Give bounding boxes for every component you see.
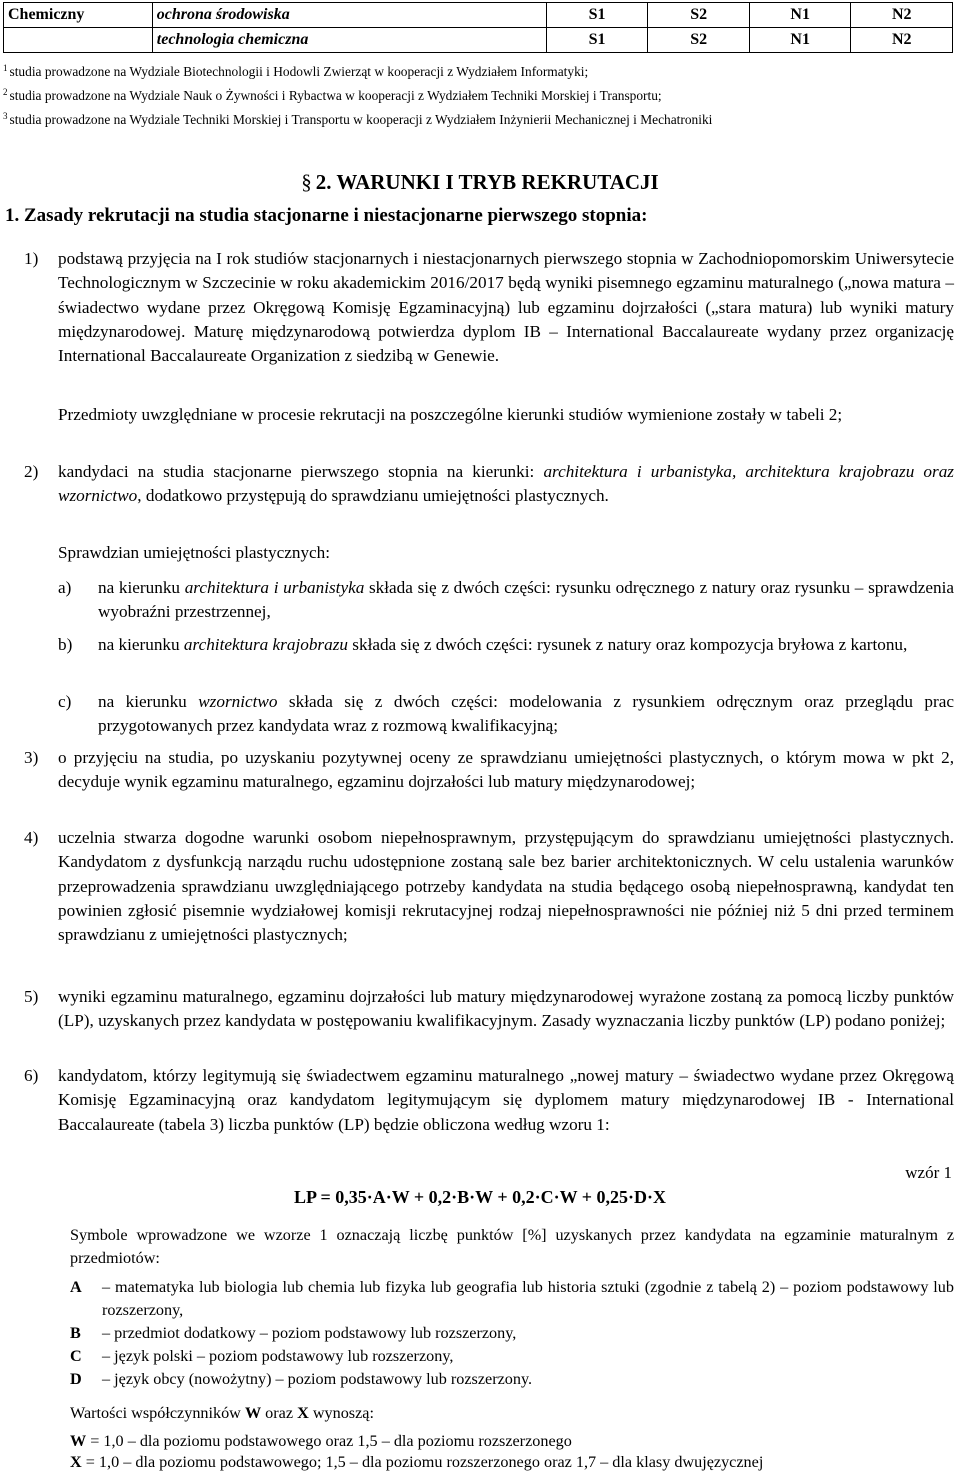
- item-number: 3): [24, 748, 39, 767]
- footnotes: [3, 58, 712, 130]
- symbol-item: [70, 1345, 954, 1368]
- list-item: [24, 746, 954, 795]
- item-letter: a): [58, 578, 72, 597]
- coef-symbol: X: [70, 1453, 82, 1471]
- item-number: 5): [24, 987, 39, 1006]
- coef-symbol: X: [297, 1404, 309, 1422]
- list-item: [58, 633, 954, 657]
- item-text: wyniki egzaminu maturalnego, egzaminu dojrzałości lub matury międzynarodowej wyrażone zostaną za pomocą liczby punktów (LP), uzyskanych przez kandydata w postępowaniu kwalifikacyjnym. Zasady wyznaczania liczby punktów (LP) podano poniżej;: [58, 987, 954, 1031]
- paragraph: [58, 403, 954, 427]
- symbol-text: – język obcy (nowożytny) – poziom podstawowy lub rozszerzony.: [102, 1370, 533, 1388]
- program-table: [3, 2, 953, 53]
- list-item: [24, 826, 954, 947]
- coef-text: = 1,0 – dla poziomu podstawowego oraz 1,5 – dla poziomu rozszerzonego: [86, 1432, 572, 1450]
- faculty-cell-empty: [4, 28, 153, 53]
- table-row: [4, 3, 953, 28]
- item-letter: c): [58, 692, 72, 711]
- symbol-item: [70, 1322, 954, 1345]
- item-text: podstawą przyjęcia na I rok studiów stacjonarnych i niestacjonarnych pierwszego stopnia w Zachodniopomorskim Uniwersytecie Technologicznym w Szczecinie w roku akademickim 2016/2017 będą wyniki pisemnego egzaminu maturalnego („nowa matura – świadectwo wydane przez Okręgową Komisję Egzaminacyjną) lub egzaminu dojrzałości („stara matura) lub wyniki matury międzynarodowej. Maturę międzynarodową potwierdza dyplom IB – International Baccalaureate wydany przez organizację International Baccalaureate Organization z siedzibą w Genewie.: [58, 249, 954, 366]
- item-text: kandydatom, którzy legitymują się świadectwem egzaminu maturalnego „nowej matury – świadectwo wydane przez Okręgową Komisję Egzaminacyjną oraz kandydatom legitymującym się dyplomem matury międzynarodowej IB - International Baccalaureate (tabela 3) liczba punktów (LP) będzie obliczona według wzoru 1:: [58, 1066, 954, 1134]
- symbol-text: – matematyka lub biologia lub chemia lub fizyka lub geografia lub historia sztuki (zgodnie z tabelą 2) – poziom podstawowy lub rozszerzony,: [102, 1278, 954, 1319]
- program-name: technologia chemiczna: [152, 28, 546, 53]
- footnote-text: studia prowadzone na Wydziale Nauk o Żywności i Rybactwa w kooperacji z Wydziałem Techniki Morskiej i Transportu;: [9, 88, 662, 103]
- text-span: Wartości współczynników: [70, 1404, 245, 1422]
- symbol-letter: D: [70, 1370, 82, 1388]
- symbol-letter: A: [70, 1278, 82, 1296]
- degree-cell: S2: [648, 3, 750, 28]
- italic-span: wzornictwo: [198, 692, 278, 711]
- symbol-letter: B: [70, 1324, 81, 1342]
- text-span: składa się z dwóch części: modelowania z rysunkiem odręcznym oraz przeglądu prac przygotowanych przez kandydata wraz z rozmową kwalifikacyjną;: [98, 692, 954, 736]
- item-text: o przyjęciu na studia, po uzyskaniu pozytywnej oceny ze sprawdzianu umiejętności plastycznych, o którym mowa w pkt 2, decyduje wynik egzaminu maturalnego, egzaminu dojrzałości lub matury międzynarodowej;: [58, 748, 954, 792]
- footnote: [3, 82, 712, 106]
- item-text: [98, 633, 954, 657]
- degree-cell: N2: [851, 3, 953, 28]
- symbol-text: – język polski – poziom podstawowy lub rozszerzony,: [102, 1347, 454, 1365]
- symbol-letter: C: [70, 1347, 82, 1365]
- item-text: uczelnia stwarza dogodne warunki osobom niepełnosprawnym, przystępującym do sprawdzianu umiejętności plastycznych. Kandydatom z dysfunkcją narządu ruchu udostępnione zostaną sale bez barier architektonicznych. W celu ustalenia warunków przeprowadzenia sprawdzianu uwzględniającego potrzeby kandydata na studia będącego osobą niepełnosprawną, kandydat ten powinien zgłosić pisemnie wydziałowej komisji rekrutacyjnej rodzaj niepełnosprawności nie później niż 5 dni przed terminem sprawdzianu z umiejętności plastycznych;: [58, 828, 954, 945]
- coef-symbol: W: [244, 1404, 262, 1422]
- text-span: kandydaci na studia stacjonarne pierwszego stopnia na kierunki:: [58, 462, 544, 481]
- paragraph-text: Przedmioty uwzględniane w procesie rekrutacji na poszczególne kierunki studiów wymienione zostały w tabeli 2;: [58, 405, 843, 424]
- footnote: [3, 58, 712, 82]
- list-item: [24, 460, 954, 509]
- program-name: ochrona środowiska: [152, 3, 546, 28]
- item-letter: b): [58, 635, 73, 654]
- text-span: składa się z dwóch części: rysunku odręcznego z natury oraz rysunku – sprawdzenia wyobraźni przestrzennej,: [98, 578, 954, 622]
- text-span: na kierunku: [98, 578, 185, 597]
- italic-span: architektura krajobrazu: [183, 635, 348, 654]
- item-number: 6): [24, 1066, 39, 1085]
- text-span: oraz: [261, 1404, 298, 1422]
- list-item: [58, 576, 954, 625]
- text-span: na kierunku: [98, 635, 184, 654]
- list-item: [24, 247, 954, 368]
- item-number: 4): [24, 828, 39, 847]
- symbols-intro: Symbole wprowadzone we wzorze 1 oznaczają liczbę punktów [%] uzyskanych przez kandydata na egzaminie maturalnym z przedmiotów:: [70, 1226, 954, 1267]
- paragraph-text: Sprawdzian umiejętności plastycznych:: [58, 543, 331, 562]
- degree-cell: N2: [851, 28, 953, 53]
- coef-text: = 1,0 – dla poziomu podstawowego; 1,5 – dla poziomu rozszerzonego oraz 1,7 – dla klasy dwujęzycznej: [81, 1453, 764, 1471]
- degree-cell: S1: [546, 3, 648, 28]
- subheading: 1. Zasady rekrutacji na studia stacjonarne i niestacjonarne pierwszego stopnia:: [5, 205, 648, 226]
- text-span: , dodatkowo przystępują do sprawdzianu umiejętności plastycznych.: [137, 486, 609, 506]
- list-item: [24, 985, 954, 1034]
- footnote: [3, 106, 712, 130]
- footnote-mark: 3: [3, 111, 8, 121]
- degree-cell: S1: [546, 28, 648, 53]
- list-item: [24, 1064, 954, 1137]
- symbol-item: [70, 1368, 954, 1391]
- text-span: składa się z dwóch części: rysunek z natury oraz kompozycja bryłowa z kartonu,: [347, 635, 908, 654]
- text-span: na kierunku: [98, 692, 199, 711]
- coef-item: [70, 1430, 954, 1453]
- symbol-item: [70, 1276, 954, 1322]
- item-text: [98, 690, 954, 739]
- text-span: wynoszą:: [308, 1404, 374, 1422]
- footnote-text: studia prowadzone na Wydziale Techniki Morskiej i Transportu w kooperacji z Wydziałem Inżynierii Mechanicznej i Mechatroniki: [9, 112, 713, 127]
- section-mark: §: [301, 170, 312, 194]
- item-number: 1): [24, 249, 39, 268]
- coef-intro: [70, 1402, 954, 1425]
- degree-cell: N1: [749, 3, 851, 28]
- symbol-text: – przedmiot dodatkowy – poziom podstawowy lub rozszerzony,: [102, 1324, 517, 1342]
- formula-label: wzór 1: [905, 1163, 952, 1182]
- coef-symbol: W: [70, 1432, 87, 1450]
- degree-cell: N1: [749, 28, 851, 53]
- table-row: [4, 28, 953, 53]
- paragraph: [58, 541, 954, 565]
- list-item: [58, 690, 954, 739]
- item-text: [58, 460, 954, 509]
- italic-span: architektura i urbanistyka: [184, 578, 365, 597]
- section-title: 2. WARUNKI I TRYB REKRUTACJI: [315, 170, 659, 194]
- formula: LP = 0,35·A·W + 0,2·B·W + 0,2·C·W + 0,25·D·X: [293, 1187, 667, 1207]
- faculty-cell: Chemiczny: [4, 3, 153, 28]
- degree-cell: S2: [648, 28, 750, 53]
- section-heading: [0, 170, 960, 195]
- footnote-text: studia prowadzone na Wydziale Biotechnologii i Hodowli Zwierząt w kooperacji z Wydziałem Informatyki;: [9, 64, 589, 79]
- item-text: [98, 576, 954, 625]
- item-number: 2): [24, 462, 39, 481]
- footnote-mark: 2: [3, 87, 8, 97]
- coef-item: [70, 1451, 954, 1474]
- footnote-mark: 1: [3, 63, 8, 73]
- italic-span: architektura i urbanistyka, architektura krajobrazu oraz wzornictwo: [58, 462, 954, 506]
